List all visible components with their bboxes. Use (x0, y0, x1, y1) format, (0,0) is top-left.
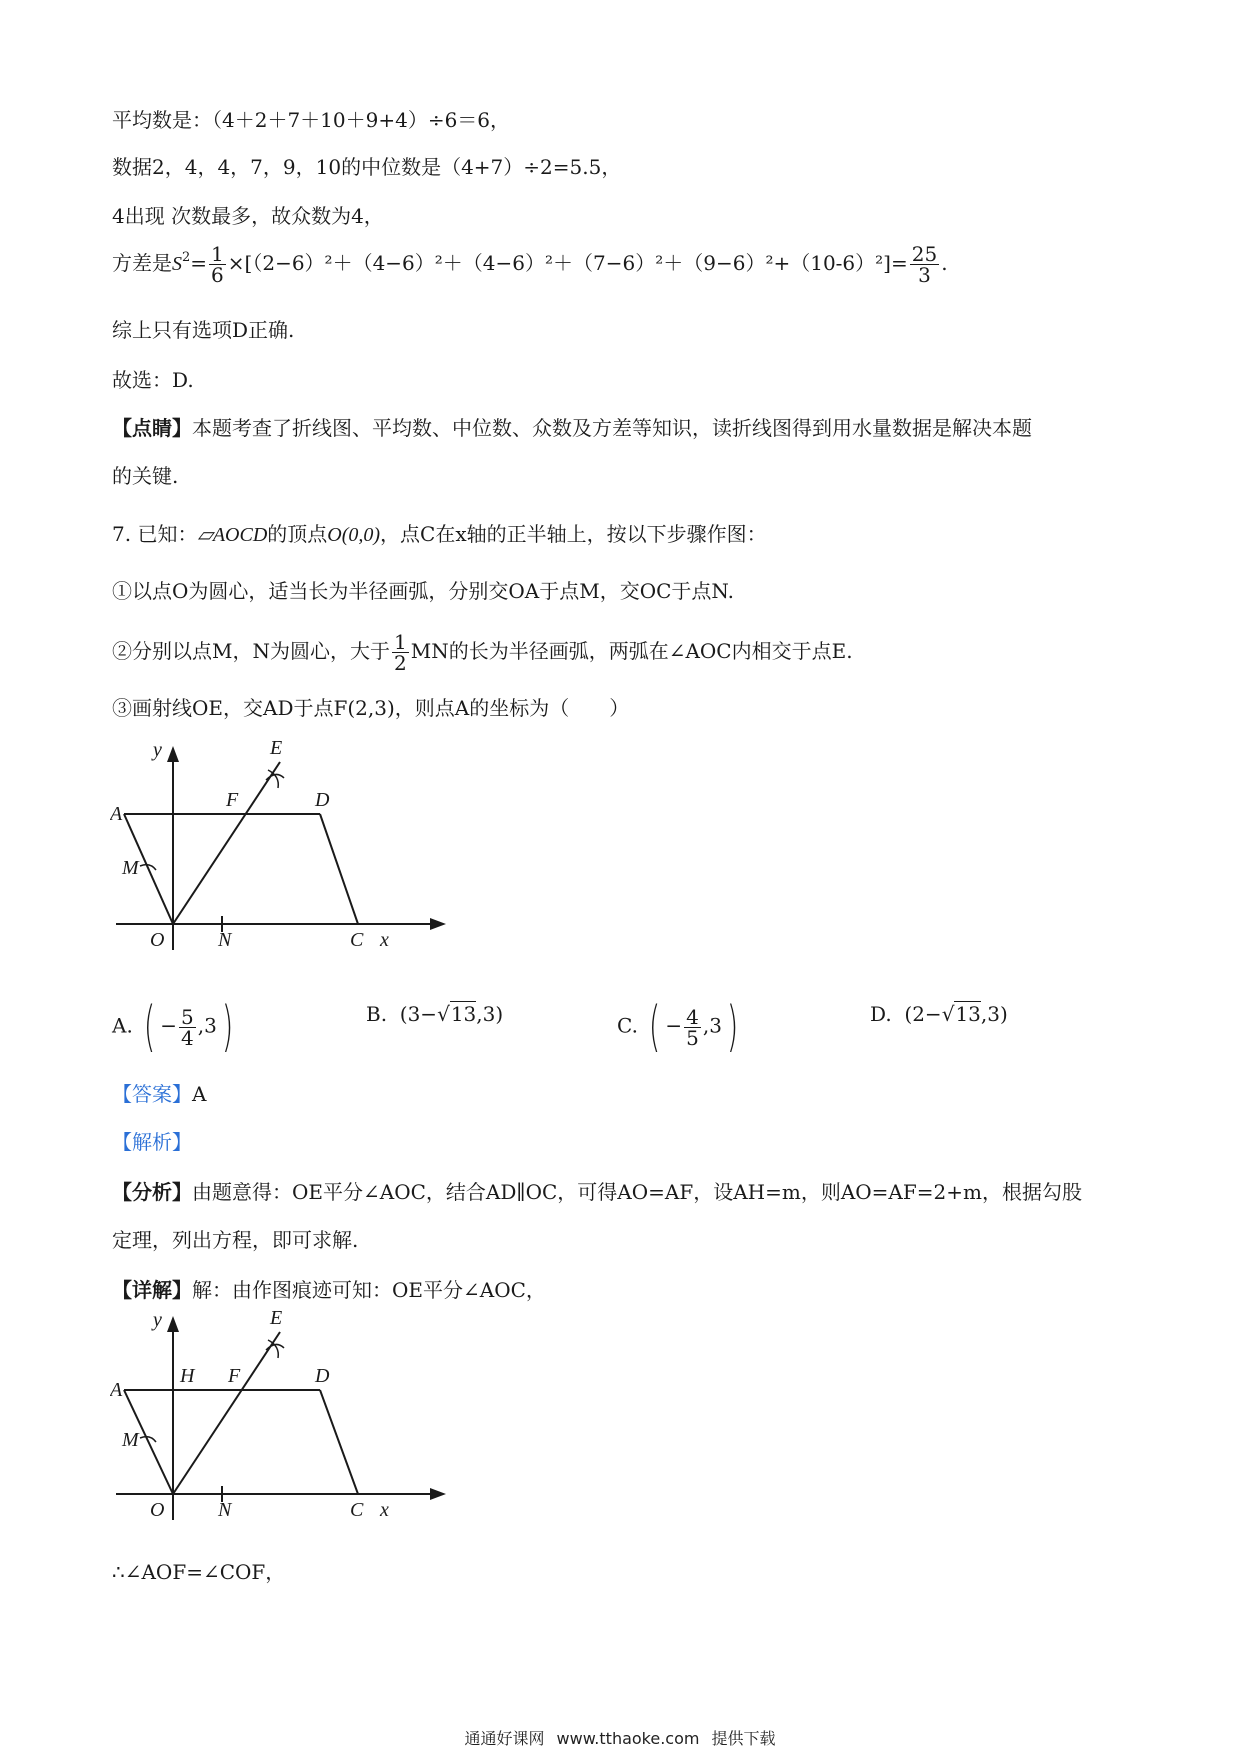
variance-fraction (209, 244, 226, 285)
option-c-minus: − (665, 1013, 683, 1038)
label-n: N (218, 929, 232, 951)
q7-step3: ③画射线OE，交AD于点F(2,3)，则点A的坐标为（ ） (112, 696, 630, 720)
label-e: E (270, 740, 283, 759)
option-c-frac (684, 1004, 701, 1050)
variance-frac-num: 1 (211, 242, 224, 266)
label-h-2: H (180, 1365, 195, 1387)
variance-s-sup: 2 (182, 250, 191, 265)
label-o: O (150, 929, 165, 951)
label-f: F (226, 789, 239, 811)
option-d[interactable] (870, 1000, 1008, 1028)
label-m: M (122, 857, 139, 879)
ray-oe-2 (173, 1332, 280, 1494)
therefore-line: ∴∠AOF=∠COF， (112, 1560, 286, 1584)
fenxi-line (112, 1178, 1082, 1206)
label-a-2: A (110, 1379, 123, 1401)
q7-step2-frac (392, 632, 409, 673)
mode-line: 4出现 次数最多，故众数为4， (112, 204, 384, 228)
q7-step2 (112, 632, 853, 673)
option-d-post: ,3) (980, 1002, 1008, 1026)
answer-line (112, 1080, 206, 1108)
option-b-pre: (3− (399, 1002, 438, 1026)
fenxi-tag: 【分析】 (112, 1180, 192, 1204)
q7-stem-a: 7. 已知： (112, 522, 198, 546)
question7-stem (112, 520, 767, 549)
q7-shape: ▱AOCD (197, 524, 268, 546)
q7-origin: O(0,0) (327, 524, 381, 546)
q7-step2-frac-den: 2 (393, 651, 407, 675)
option-a-den: 4 (181, 1025, 194, 1050)
page-footer (0, 1726, 1240, 1749)
option-a[interactable] (112, 995, 238, 1058)
option-a-minus: − (160, 1013, 178, 1038)
variance-body: ×[（2−6）²＋（4−6）²＋（4−6）²＋（7−6）²＋（9−6）²+（10-6）²]= (227, 251, 908, 275)
variance-result-num: 25 (911, 242, 938, 266)
option-d-pre: (2− (904, 1002, 942, 1026)
variance-s: S (172, 253, 182, 275)
option-b-post: ,3) (476, 1002, 504, 1026)
q7-stem-c: ，点C在x轴的正半轴上，按以下步骤作图： (380, 522, 767, 546)
option-a-tail: ,3 (197, 1013, 217, 1038)
choice-line: 故选：D. (112, 368, 194, 392)
comment-line (112, 414, 1032, 442)
label-c-2: C (350, 1499, 364, 1521)
label-d: D (315, 789, 330, 811)
label-f-2: F (228, 1365, 241, 1387)
option-a-rparen: ) (221, 995, 234, 1058)
label-c: C (350, 929, 364, 951)
answer-value: A (192, 1082, 207, 1106)
option-b[interactable] (366, 1000, 503, 1028)
option-d-label: D. (870, 1002, 892, 1026)
parallelogram-figure-1 (110, 740, 450, 960)
conclusion-line: 综上只有选项D正确. (112, 318, 295, 342)
side-dc-2 (320, 1390, 358, 1494)
option-c-label: C. (617, 1013, 638, 1038)
option-c-lparen: ( (649, 995, 661, 1058)
answer-tag: 【答案】 (112, 1082, 192, 1106)
x-axis-arrow (430, 918, 446, 930)
y-axis-arrow (167, 746, 179, 762)
ray-oe (173, 762, 280, 924)
label-y: y (153, 740, 162, 761)
footer-url[interactable]: www.tthaoke.com (556, 1729, 700, 1748)
label-n-2: N (218, 1499, 232, 1521)
x-axis-arrow-2 (430, 1488, 446, 1500)
option-d-sqrt: 13 (955, 1002, 981, 1026)
mean-line: 平均数是：（4＋2＋7＋10＋9+4）÷6＝6， (112, 108, 511, 132)
xiangjie-line (112, 1276, 546, 1304)
variance-eq: = (190, 251, 208, 275)
q7-stem-b: 的顶点 (267, 522, 328, 546)
footer-site-name: 通通好课网 (464, 1729, 545, 1748)
median-line: 数据2，4，4，7，9，10的中位数是（4+7）÷2=5.5， (112, 155, 622, 179)
variance-result (910, 244, 939, 285)
label-e-2: E (270, 1310, 283, 1329)
variance-result-den: 3 (918, 263, 931, 287)
y-axis-arrow-2 (167, 1316, 179, 1332)
variance-end: . (941, 251, 948, 275)
option-b-sqrt: 13 (450, 1002, 477, 1026)
label-y-2: y (153, 1310, 162, 1331)
option-b-label: B. (366, 1002, 388, 1026)
fenxi-line-2: 定理，列出方程，即可求解. (112, 1228, 359, 1252)
option-c[interactable] (617, 995, 743, 1058)
option-d-root: √ (941, 1002, 955, 1026)
label-x-2: x (380, 1499, 389, 1521)
label-d-2: D (315, 1365, 330, 1387)
option-c-tail: ,3 (702, 1013, 722, 1038)
label-a: A (110, 803, 123, 825)
q7-step2-a: ②分别以点M，N为圆心，大于 (112, 639, 390, 663)
side-dc (320, 814, 358, 924)
q7-step1: ①以点O为圆心，适当长为半径画弧，分别交OA于点M，交OC于点N. (112, 579, 734, 603)
parallelogram-figure-2 (110, 1310, 450, 1530)
option-c-num: 4 (686, 1004, 699, 1029)
xiangjie-text: 解：由作图痕迹可知：OE平分∠AOC， (192, 1278, 546, 1302)
label-x: x (380, 929, 389, 951)
variance-frac-den: 6 (211, 263, 224, 287)
option-a-num: 5 (181, 1004, 194, 1029)
option-c-den: 5 (686, 1025, 699, 1050)
fenxi-text: 由题意得：OE平分∠AOC，结合AD∥OC，可得AO=AF，设AH=m，则AO=AF=2+m，根据勾股 (192, 1180, 1082, 1204)
option-b-root: √ (437, 1002, 450, 1026)
comment-line-2: 的关键. (112, 464, 179, 488)
label-o-2: O (150, 1499, 165, 1521)
footer-provide: 提供下载 (711, 1729, 776, 1748)
option-c-rparen: ) (726, 995, 739, 1058)
option-a-lparen: ( (143, 995, 156, 1058)
variance-line (112, 244, 948, 285)
q7-step2-frac-num: 1 (393, 630, 407, 654)
comment-text: 本题考查了折线图、平均数、中位数、众数及方差等知识，读折线图得到用水量数据是解决本题 (192, 416, 1032, 440)
xiangjie-tag: 【详解】 (112, 1278, 192, 1302)
q7-step2-b: MN的长为半径画弧，两弧在∠AOC内相交于点E. (410, 639, 853, 663)
comment-tag: 【点睛】 (112, 416, 192, 440)
variance-prefix: 方差是 (112, 251, 172, 275)
analysis-tag: 【解析】 (112, 1130, 192, 1154)
label-m-2: M (122, 1429, 139, 1451)
option-a-label: A. (112, 1013, 133, 1038)
option-a-frac (179, 1004, 196, 1050)
